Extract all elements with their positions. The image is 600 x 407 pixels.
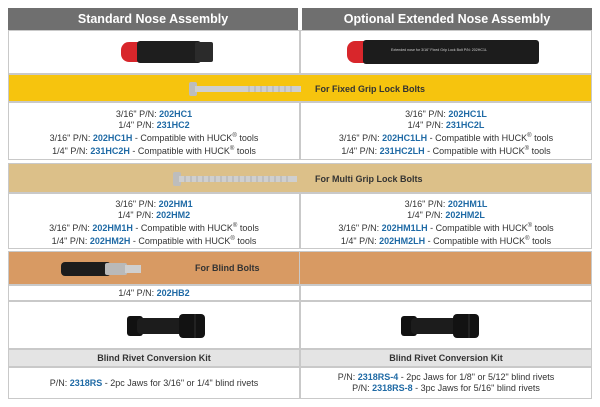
pn-line: 3/16" P/N: 202HC1H - Compatible with HUCK® tools [49, 133, 259, 143]
part-number-link[interactable]: 2318RS [69, 378, 103, 388]
kit-title-right-label: Blind Rivet Conversion Kit [389, 353, 503, 363]
part-number-link[interactable]: 202HC1 [159, 109, 193, 119]
part-number-link[interactable]: 202HC1L [448, 109, 487, 119]
part-number-link[interactable]: 231HC2H [90, 146, 130, 156]
part-number-link[interactable]: 202HM2H [89, 236, 131, 246]
multi-right-list [301, 199, 591, 247]
pn-line: 3/16" P/N: 202HC1 [115, 109, 193, 119]
part-number-link[interactable]: 202HC1LH [382, 133, 428, 143]
kit-title-left [8, 349, 300, 367]
blind-left-list [9, 288, 299, 299]
pn-line: P/N: 2318RS-8 - 3pc Jaws for 5/16" blind rivets [352, 383, 540, 393]
part-number-link[interactable]: 231HC2 [156, 120, 190, 130]
multi-right-cell [300, 193, 592, 249]
jaw-kit-image [9, 302, 301, 350]
pn-line: 3/16" P/N: 202HM1H - Compatible with HUCK® tools [49, 223, 259, 233]
pn-line: 3/16" P/N: 202HM1LH - Compatible with HUCK® tools [338, 223, 554, 233]
kit-title-left-label: Blind Rivet Conversion Kit [97, 353, 211, 363]
part-number-link[interactable]: 202HM2LH [379, 236, 426, 246]
standard-nose-cell [8, 30, 300, 74]
kit-right-cell [300, 367, 592, 399]
fixed-left-list [9, 109, 299, 157]
pn-line: 1/4" P/N: 202HM2H - Compatible with HUCK® tools [51, 236, 257, 246]
fixed-grip-title: For Fixed Grip Lock Bolts [315, 84, 426, 94]
tool-engraving: Extended nose for 3/16" Fixed Grip Lock Bolt P/N: 202HC1L [391, 48, 487, 52]
part-number-link[interactable]: 202HB2 [156, 288, 190, 298]
fixed-bolt-icon [9, 75, 593, 103]
part-number-link[interactable]: 2318RS-4 [357, 372, 399, 382]
nose-end [195, 42, 213, 62]
part-number-link[interactable]: 2318RS-8 [372, 383, 413, 393]
kit-left-image-cell [8, 301, 300, 349]
pn-line: 1/4" P/N: 231HC2 [118, 120, 190, 130]
jaw-kit-image [301, 302, 593, 350]
multi-grip-title: For Multi Grip Lock Bolts [315, 174, 423, 184]
part-number-link[interactable]: 202HM1L [447, 199, 488, 209]
pn-line: 1/4" P/N: 202HM2 [117, 210, 191, 220]
blind-right-cell [300, 285, 592, 301]
blind-left-cell [8, 285, 300, 301]
pn-line: 1/4" P/N: 231HC2L [407, 120, 485, 130]
band-divider [299, 251, 300, 285]
multi-grip-band [8, 163, 592, 193]
fixed-left-cell [8, 102, 300, 160]
pn-line: P/N: 2318RS-4 - 2pc Jaws for 1/8" or 5/12" blind rivets [337, 372, 555, 382]
extended-nose-cell [300, 30, 592, 74]
pn-line: 1/4" P/N: 231HC2H - Compatible with HUCK® tools [52, 146, 256, 156]
blind-bolt-band [8, 251, 592, 285]
blind-bolt-title: For Blind Bolts [195, 263, 260, 273]
header-extended [302, 8, 592, 30]
nose-black-body [137, 41, 201, 63]
nose-black-body [363, 40, 539, 64]
nose-assembly-table [8, 0, 592, 407]
kit-right-list [301, 372, 591, 394]
pn-line: 3/16" P/N: 202HM1L [404, 199, 488, 209]
pn-line: 3/16" P/N: 202HC1LH - Compatible with HUCK® tools [338, 133, 554, 143]
standard-nose-image [9, 31, 301, 75]
pn-line: 3/16" P/N: 202HC1L [405, 109, 487, 119]
multi-bolt-icon [9, 164, 593, 194]
pn-line: 1/4" P/N: 231HC2LH - Compatible with HUCK® tools [341, 146, 551, 156]
pn-line: 1/4" P/N: 202HM2L [407, 210, 485, 220]
part-number-link[interactable]: 231HC2LH [379, 146, 425, 156]
blind-bolt-icon [9, 252, 593, 286]
kit-title-right [300, 349, 592, 367]
part-number-link[interactable]: 202HM2L [445, 210, 485, 220]
pn-line: 3/16" P/N: 202HM1 [115, 199, 193, 209]
part-number-link[interactable]: 231HC2L [445, 120, 485, 130]
fixed-grip-band [8, 74, 592, 102]
multi-left-list [9, 199, 299, 247]
fixed-right-list [301, 109, 591, 157]
pn-line: P/N: 2318RS - 2pc Jaws for 3/16" or 1/4" blind rivets [49, 378, 259, 388]
part-number-link[interactable]: 202HM1 [158, 199, 193, 209]
pn-line: 1/4" P/N: 202HM2LH - Compatible with HUCK® tools [340, 236, 552, 246]
part-number-link[interactable]: 202HM1H [92, 223, 133, 233]
kit-left-cell [8, 367, 300, 399]
extended-nose-image [301, 31, 593, 75]
header-extended-label: Optional Extended Nose Assembly [343, 12, 551, 26]
header-standard [8, 8, 298, 30]
multi-left-cell [8, 193, 300, 249]
part-number-link[interactable]: 202HC1H [92, 133, 133, 143]
fixed-right-cell [300, 102, 592, 160]
pn-line: 1/4" P/N: 202HB2 [118, 288, 190, 298]
kit-left-list [9, 378, 299, 389]
part-number-link[interactable]: 202HM1LH [381, 223, 428, 233]
header-standard-label: Standard Nose Assembly [77, 12, 229, 26]
kit-right-image-cell [300, 301, 592, 349]
part-number-link[interactable]: 202HM2 [156, 210, 191, 220]
